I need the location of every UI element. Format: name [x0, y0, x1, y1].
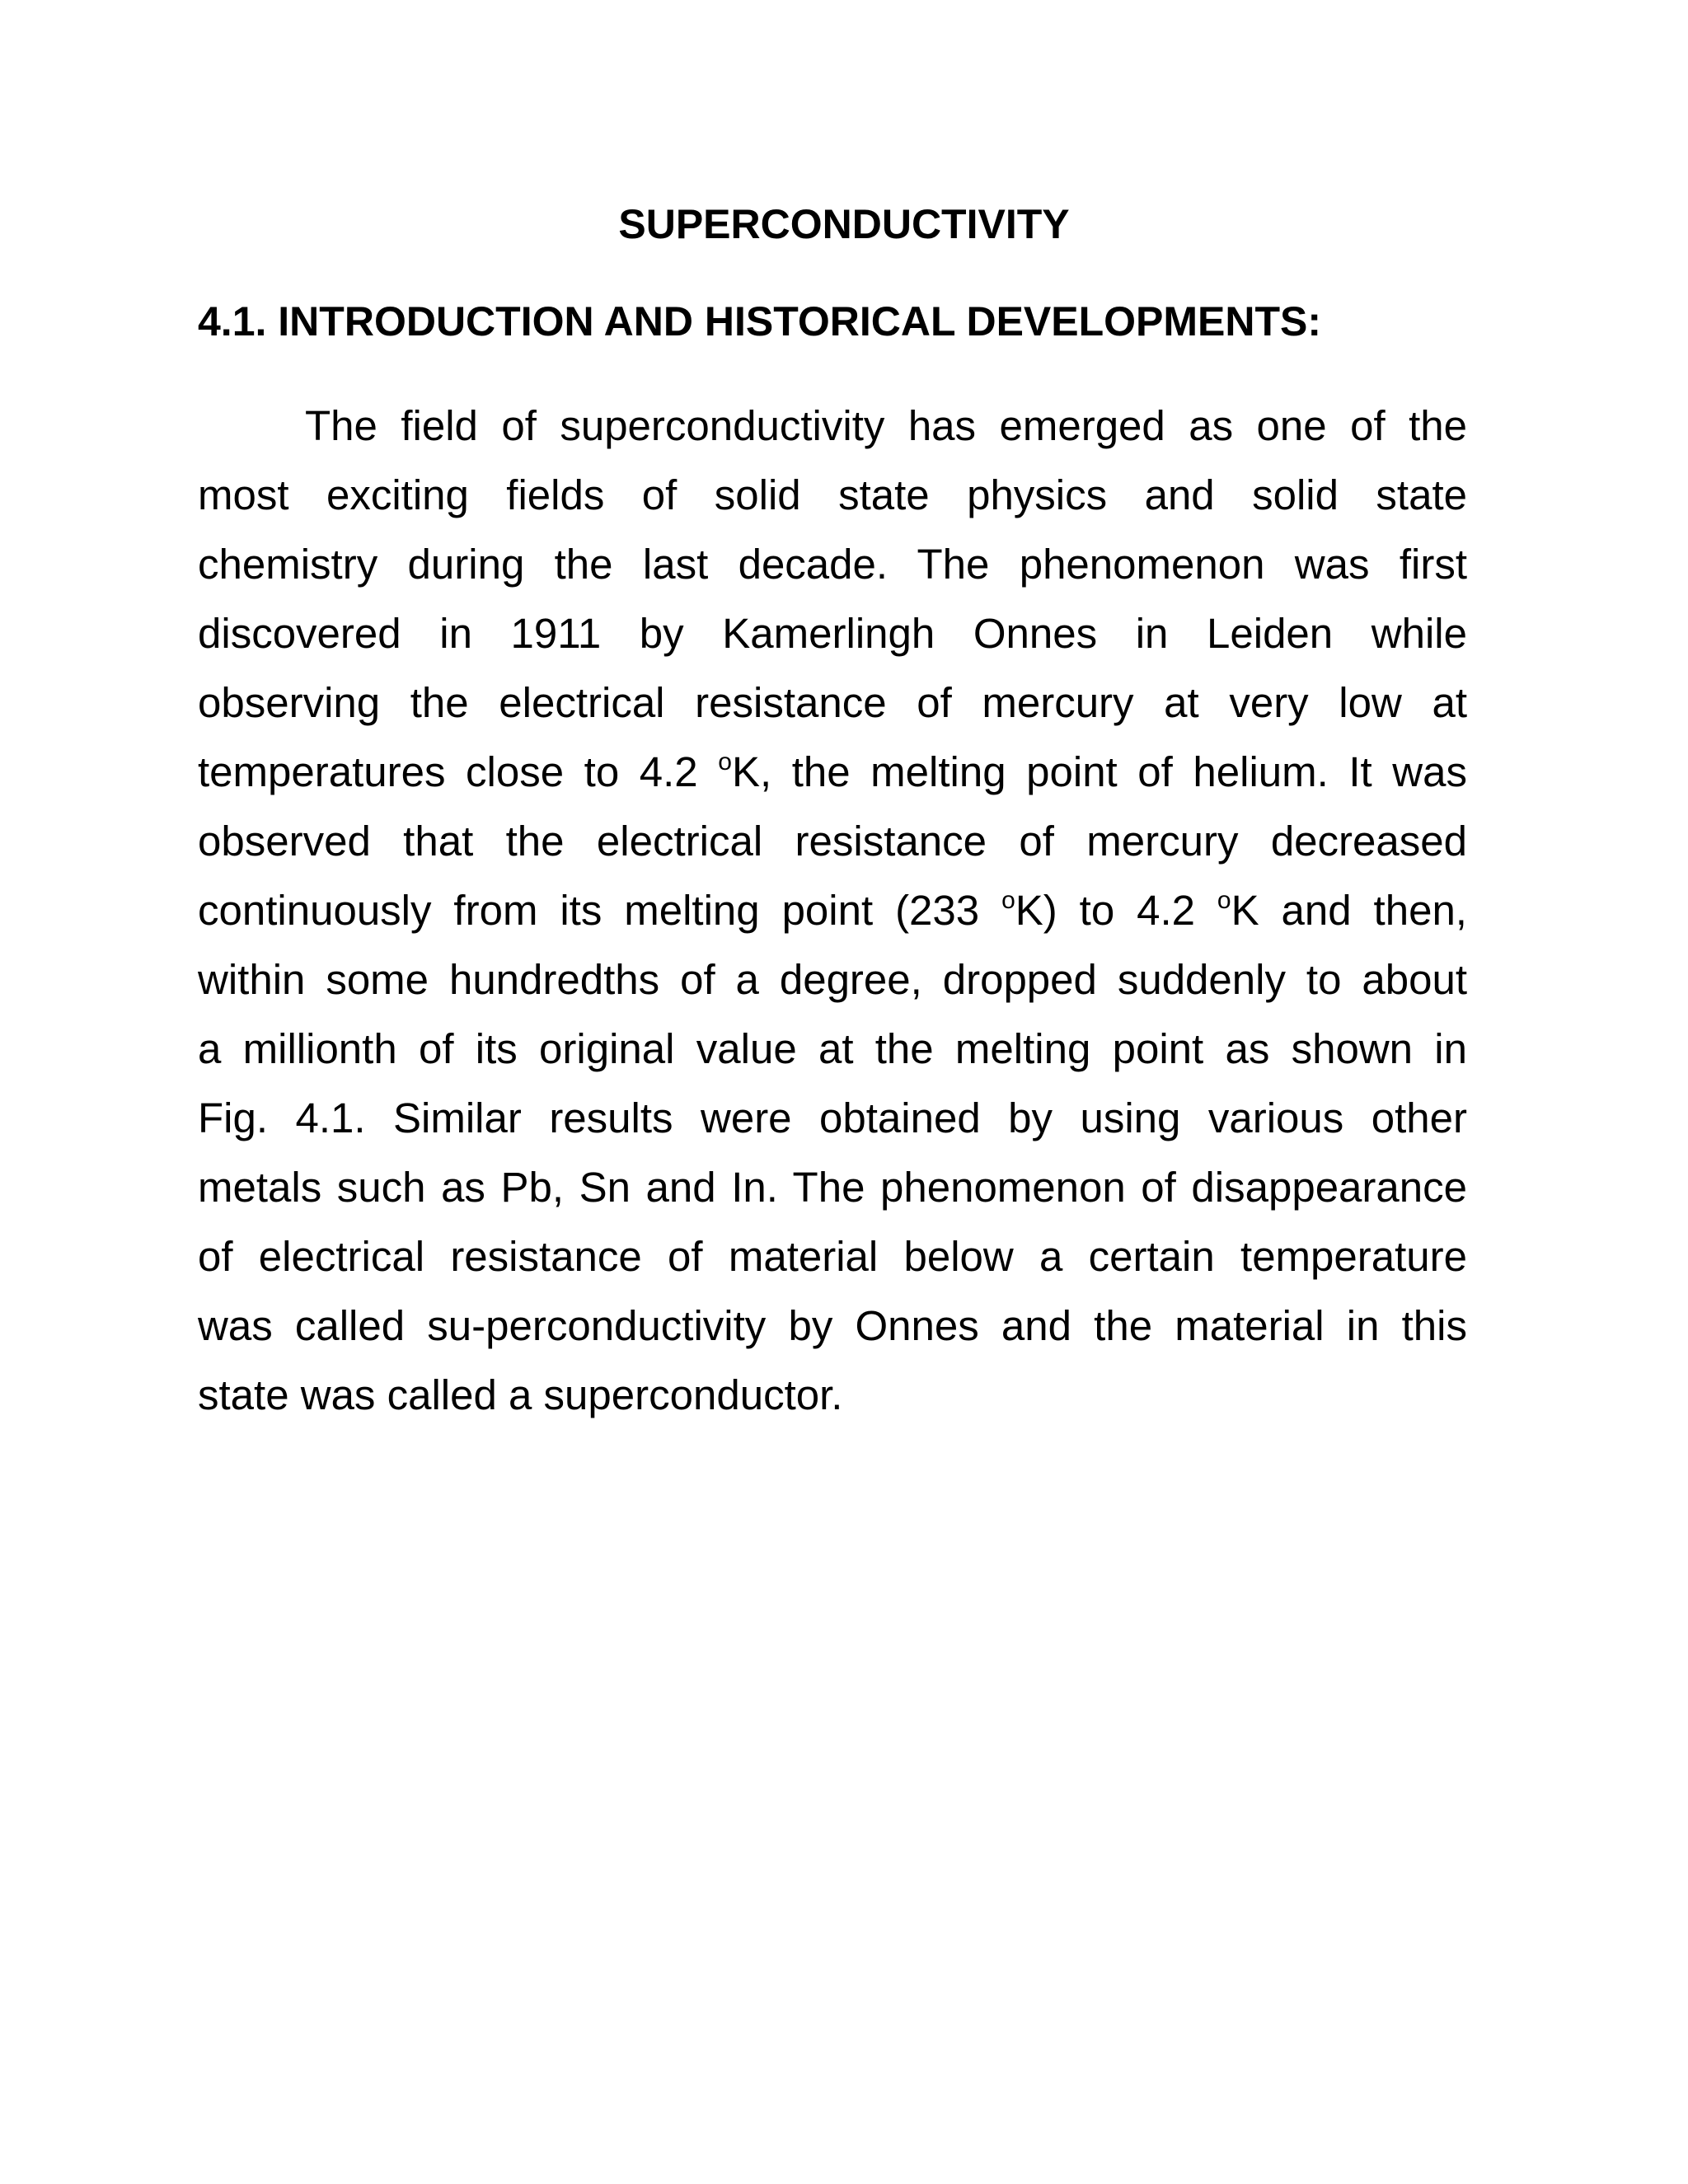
paragraph-line: Fig. 4.1. Similar results were obtained by using various other — [198, 1094, 1467, 1141]
paragraph-line: a millionth of its original value at the melting point as shown in — [198, 1025, 1467, 1072]
paragraph-line: The field of superconductivity has emerged as one of the — [305, 402, 1467, 449]
paragraph-line: state was called a superconductor. — [198, 1371, 843, 1418]
paragraph-line: observed that the electrical resistance of mercury decreased — [198, 818, 1467, 865]
paragraph-line: of electrical resistance of material below a certain temperature — [198, 1233, 1467, 1280]
paragraph-line: metals such as Pb, Sn and In. The phenomenon of disappearance — [198, 1164, 1467, 1211]
paragraph-line: observing the electrical resistance of mercury at very low at — [198, 679, 1467, 726]
section-heading: 4.1. INTRODUCTION AND HISTORICAL DEVELOPMENTS: — [198, 298, 1322, 344]
degree-superscript: o — [1001, 887, 1015, 914]
degree-superscript: o — [718, 748, 732, 776]
paragraph-line: continuously from its melting point (233 $^o$K) to 4.2 $^o$K and then, — [198, 887, 1467, 934]
paragraph-line: chemistry during the last decade. The phenomenon was first — [198, 541, 1467, 588]
document-title: SUPERCONDUCTIVITY — [618, 201, 1070, 247]
degree-superscript: o — [1217, 887, 1231, 914]
paragraph-line: most exciting fields of solid state physics and solid state — [198, 471, 1467, 518]
body-paragraph — [198, 391, 1467, 1430]
paragraph-line: discovered in 1911 by Kamerlingh Onnes in Leiden while — [198, 610, 1467, 657]
paragraph-line: was called su-perconductivity by Onnes and the material in this — [198, 1302, 1467, 1349]
paragraph-line: within some hundredths of a degree, dropped suddenly to about — [198, 956, 1467, 1003]
paragraph-line: temperatures close to 4.2 $^o$K, the melting point of helium. It was — [198, 748, 1467, 795]
